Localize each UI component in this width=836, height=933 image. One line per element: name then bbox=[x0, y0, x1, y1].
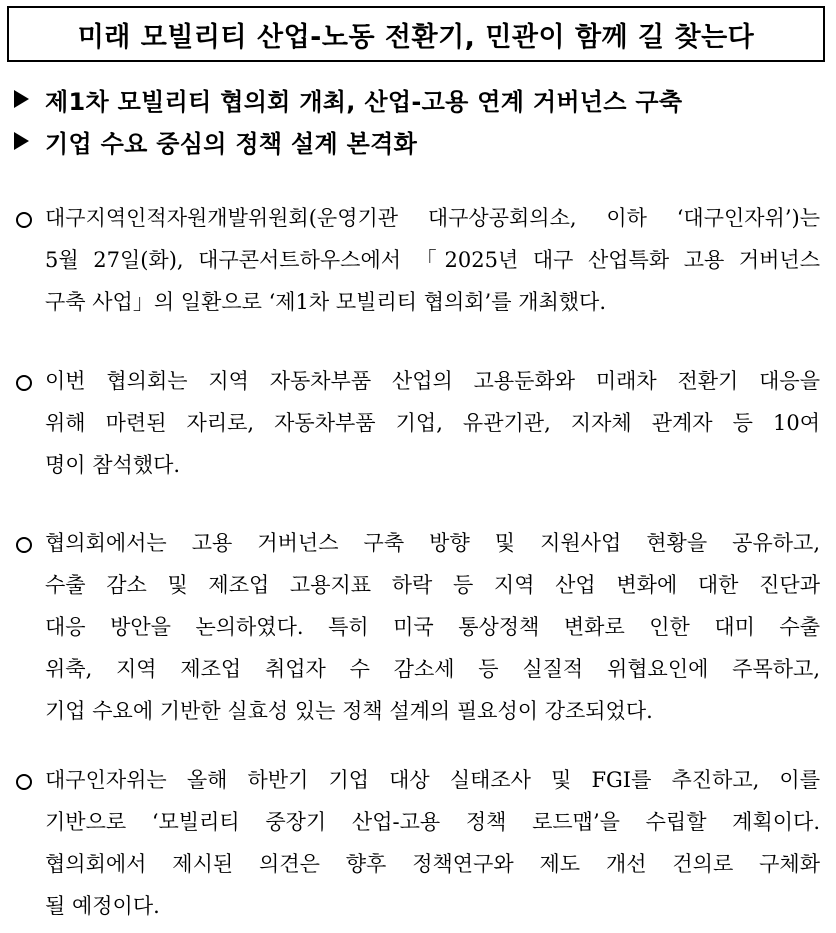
paragraph-line: 위해 마련된 자리로, 자동차부품 기업, 유관기관, 지자체 관계자 등 10여 bbox=[45, 411, 820, 435]
subheading-text: 제1차 모빌리티 협의회 개최, 산업-고용 연계 거버넌스 구축 bbox=[45, 87, 683, 116]
paragraph-line: 협의회에서 제시된 의견은 향후 정책연구와 제도 개선 건의로 구체화 bbox=[45, 852, 820, 876]
paragraph-line: 구축 사업」의 일환으로 ‘제1차 모빌리티 협의회’를 개최했다. bbox=[45, 290, 607, 314]
paragraph-line: 협의회에서는 고용 거버넌스 구축 방향 및 지원사업 현황을 공유하고, bbox=[45, 531, 820, 555]
paragraph-line: 명이 참석했다. bbox=[45, 453, 181, 477]
page-title: 미래 모빌리티 산업-노동 전환기, 민관이 함께 길 찾는다 bbox=[77, 21, 755, 53]
paragraph-line: 대구지역인적자원개발위원회(운영기관 대구상공회의소, 이하 ‘대구인자위’)는 bbox=[45, 206, 820, 230]
paragraph-line: 이번 협의회는 지역 자동차부품 산업의 고용둔화와 미래차 전환기 대응을 bbox=[45, 369, 820, 393]
paragraph-2 bbox=[14, 366, 826, 492]
paragraph-1 bbox=[14, 203, 826, 329]
subheading-1 bbox=[14, 84, 682, 114]
circle-bullet-icon bbox=[16, 375, 32, 391]
paragraph-line: 5월 27일(화), 대구콘서트하우스에서 「2025년 대구 산업특화 고용 거버넌스 bbox=[45, 248, 820, 272]
circle-bullet-icon bbox=[16, 212, 32, 228]
title-box bbox=[7, 6, 825, 62]
paragraph-line: 위축, 지역 제조업 취업자 수 감소세 등 실질적 위협요인에 주목하고, bbox=[45, 657, 820, 681]
circle-bullet-icon bbox=[16, 537, 32, 553]
circle-bullet-icon bbox=[16, 774, 32, 790]
paragraph-line: 될 예정이다. bbox=[45, 894, 160, 918]
subheading-2 bbox=[14, 126, 417, 156]
paragraph-line: 수출 감소 및 제조업 고용지표 하락 등 지역 산업 변화에 대한 진단과 bbox=[45, 573, 820, 597]
paragraph-3 bbox=[14, 528, 826, 738]
triangle-bullet-icon bbox=[14, 90, 29, 108]
triangle-bullet-icon bbox=[14, 132, 29, 150]
paragraph-line: 기반으로 ‘모빌리티 중장기 산업-고용 정책 로드맵’을 수립할 계획이다. bbox=[45, 810, 820, 834]
paragraph-line: 대구인자위는 올해 하반기 기업 대상 실태조사 및 FGI를 추진하고, 이를 bbox=[45, 768, 820, 792]
paragraph-4 bbox=[14, 765, 826, 933]
paragraph-line: 기업 수요에 기반한 실효성 있는 정책 설계의 필요성이 강조되었다. bbox=[45, 699, 653, 723]
paragraph-line: 대응 방안을 논의하였다. 특히 미국 통상정책 변화로 인한 대미 수출 bbox=[45, 615, 820, 639]
subheading-text: 기업 수요 중심의 정책 설계 본격화 bbox=[45, 129, 418, 158]
